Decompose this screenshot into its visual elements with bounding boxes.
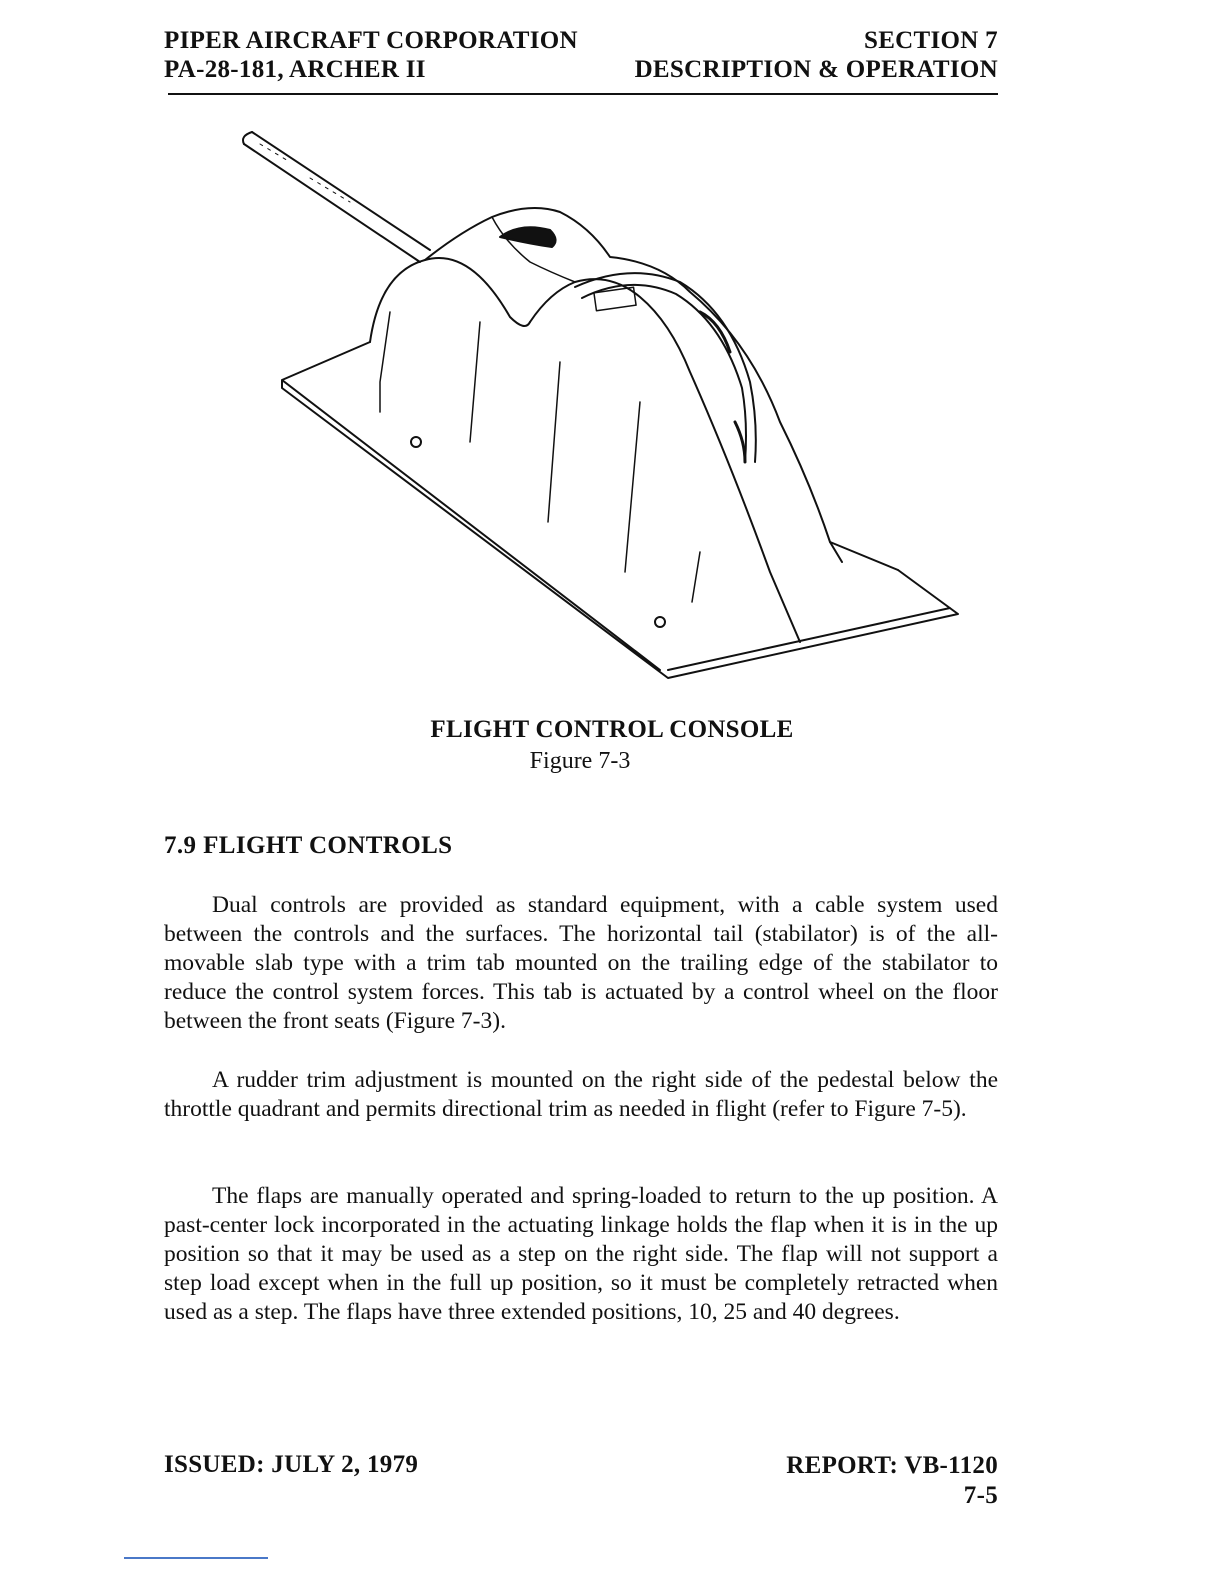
page-number: 7-5 bbox=[963, 1482, 998, 1509]
section-heading: 7.9 FLIGHT CONTROLS bbox=[164, 832, 453, 859]
flight-control-console-illustration bbox=[230, 122, 970, 712]
screw-1 bbox=[411, 437, 421, 447]
section-title-header: DESCRIPTION & OPERATION bbox=[634, 56, 998, 83]
figure-title: FLIGHT CONTROL CONSOLE bbox=[430, 716, 794, 743]
paragraph-1: Dual controls are provided as standard equipment, with a cable system used between the controls and the surfaces. The horizontal tail (stabilator) is of the all-movable slab type with a trim tab mounted on the trailing edge of the stabilator to reduce the control system forces. This tab is actuated by a control wheel on the floor between the front seats (Figure 7-3). bbox=[164, 892, 998, 1034]
aircraft-model: PA-28-181, ARCHER II bbox=[164, 56, 426, 83]
header-rule bbox=[168, 93, 998, 95]
issued-date: ISSUED: JULY 2, 1979 bbox=[164, 1451, 419, 1478]
handle-tube bbox=[243, 132, 430, 262]
paragraph-2: A rudder trim adjustment is mounted on the right side of the pedestal below the throttle quadrant and permits directional trim as needed in flight (refer to Figure 7-5). bbox=[164, 1067, 998, 1122]
trim-wheel bbox=[575, 273, 756, 462]
handle-hole bbox=[500, 227, 556, 247]
report-number: REPORT: VB-1120 bbox=[786, 1452, 998, 1479]
base-plate bbox=[282, 342, 958, 678]
screw-2 bbox=[655, 617, 665, 627]
footer-right bbox=[786, 1451, 998, 1511]
section-number: SECTION 7 bbox=[864, 27, 998, 54]
bottom-rule bbox=[124, 1557, 268, 1559]
page-header bbox=[164, 26, 998, 84]
company-name: PIPER AIRCRAFT CORPORATION bbox=[164, 27, 578, 54]
paragraph-3: The flaps are manually operated and spring-loaded to return to the up position. A past-center lock incorporated in the actuating linkage holds the flap when it is in the up position so that it may be used as a step on the right side. The flap will not support a step load except when in the full up position, so it must be completely retracted when used as a step. The flaps have three extended positions, 10, 25 and 40 degrees. bbox=[164, 1183, 998, 1325]
figure-number: Figure 7-3 bbox=[529, 748, 631, 774]
